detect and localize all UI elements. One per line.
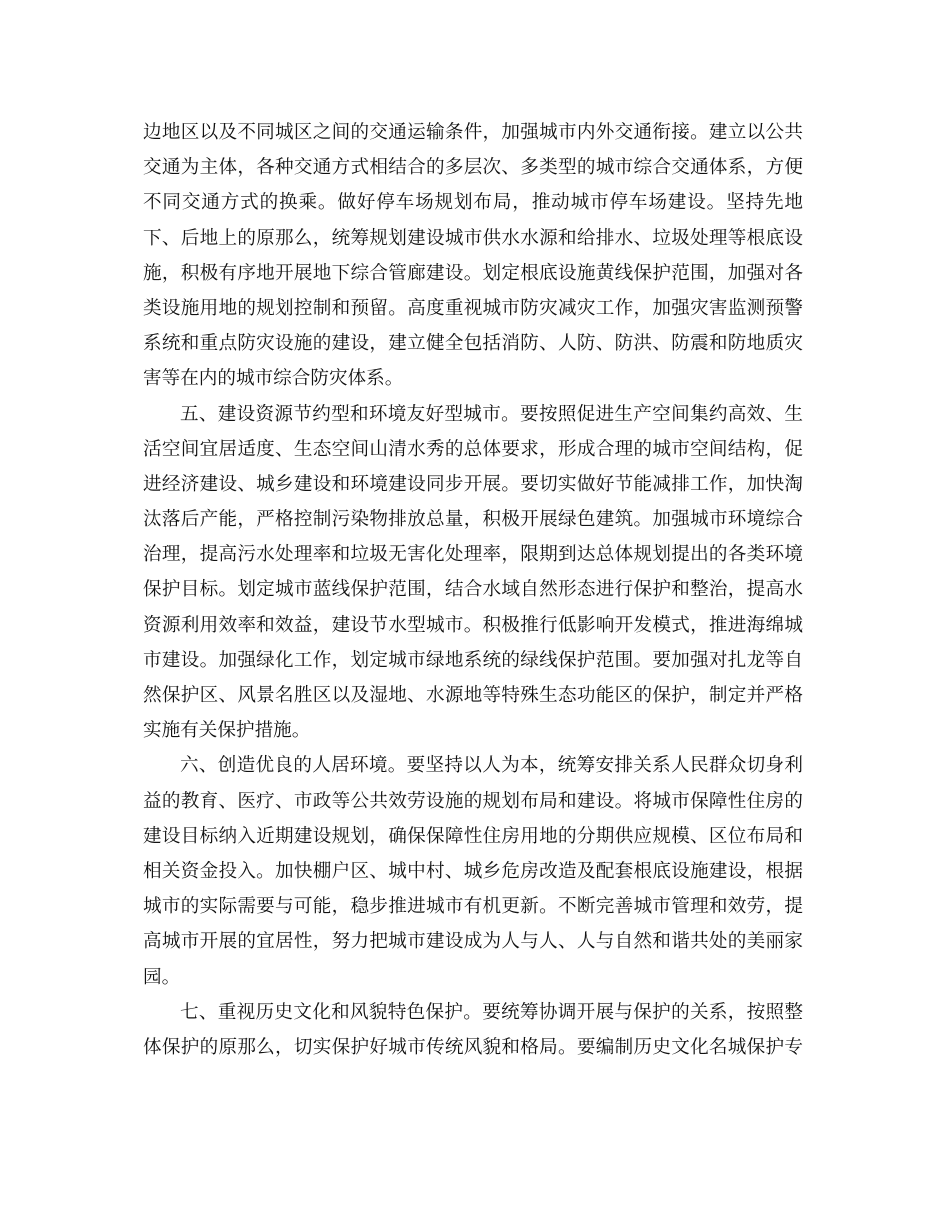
text-line: 害等在内的城市综合防灾体系。	[143, 368, 404, 390]
text-line: 园。	[143, 966, 181, 988]
text-line: 汰落后产能，严格控制污染物排放总量，积极开展绿色建筑。加强城市环境综合	[143, 509, 803, 531]
text-line: 实施有关保护措施。	[143, 720, 311, 742]
text-line: 益的教育、医疗、市政等公共效劳设施的规划布局和建设。将城市保障性住房的	[143, 790, 803, 812]
paragraph-section-five	[143, 397, 803, 749]
text-line: 活空间宜居适度、生态空间山清水秀的总体要求，形成合理的城市空间结构，促	[143, 438, 803, 460]
text-line: 边地区以及不同城区之间的交通运输条件，加强城市内外交通衔接。建立以公共	[143, 122, 803, 143]
text-line: 不同交通方式的换乘。做好停车场规划布局，推动城市停车场建设。坚持先地	[143, 192, 803, 214]
text-line: 系统和重点防灾设施的建设，建立健全包括消防、人防、防洪、防震和防地质灾	[143, 333, 803, 355]
paragraph-transport-infrastructure	[143, 115, 803, 397]
text-line: 下、后地上的原那么，统筹规划建设城市供水水源和给排水、垃圾处理等根底设	[143, 227, 803, 249]
text-line: 六、创造优良的人居环境。要坚持以人为本，统筹安排关系人民群众切身利	[180, 755, 803, 777]
text-line: 然保护区、风景名胜区以及湿地、水源地等特殊生态功能区的保护，制定并严格	[143, 685, 803, 706]
text-line: 建设目标纳入近期建设规划，确保保障性住房用地的分期供应规模、区位布局和	[143, 825, 803, 847]
paragraph-section-seven	[143, 995, 803, 1065]
document-body	[143, 115, 803, 1065]
text-line: 交通为主体，各种交通方式相结合的多层次、多类型的城市综合交通体系，方便	[143, 157, 803, 179]
paragraph-section-six	[143, 748, 803, 994]
text-line: 七、重视历史文化和风貌特色保护。要统筹协调开展与保护的关系，按照整	[180, 1001, 803, 1023]
text-line: 相关资金投入。加快棚户区、城中村、城乡危房改造及配套根底设施建设，根据	[143, 860, 803, 882]
text-line: 进经济建设、城乡建设和环境建设同步开展。要切实做好节能减排工作，加快淘	[143, 473, 803, 495]
text-line: 类设施用地的规划控制和预留。高度重视城市防灾减灾工作，加强灾害监测预警	[143, 297, 803, 319]
text-line: 体保护的原那么，切实保护好城市传统风貌和格局。要编制历史文化名城保护专	[143, 1036, 803, 1058]
text-line: 五、建设资源节约型和环境友好型城市。要按照促进生产空间集约高效、生	[180, 403, 803, 425]
text-line: 保护目标。划定城市蓝线保护范围，结合水域自然形态进行保护和整治，提高水	[143, 579, 803, 601]
text-line: 治理，提高污水处理率和垃圾无害化处理率，限期到达总体规划提出的各类环境	[143, 544, 803, 566]
text-line: 城市的实际需要与可能，稳步推进城市有机更新。不断完善城市管理和效劳，提	[143, 896, 803, 918]
text-line: 高城市开展的宜居性，努力把城市建设成为人与人、人与自然和谐共处的美丽家	[143, 931, 803, 953]
text-line: 资源利用效率和效益，建设节水型城市。积极推行低影响开发模式，推进海绵城	[143, 614, 803, 636]
text-line: 施，积极有序地开展地下综合管廊建设。划定根底设施黄线保护范围，加强对各	[143, 262, 803, 284]
text-line: 市建设。加强绿化工作，划定城市绿地系统的绿线保护范围。要加强对扎龙等自	[143, 649, 803, 671]
